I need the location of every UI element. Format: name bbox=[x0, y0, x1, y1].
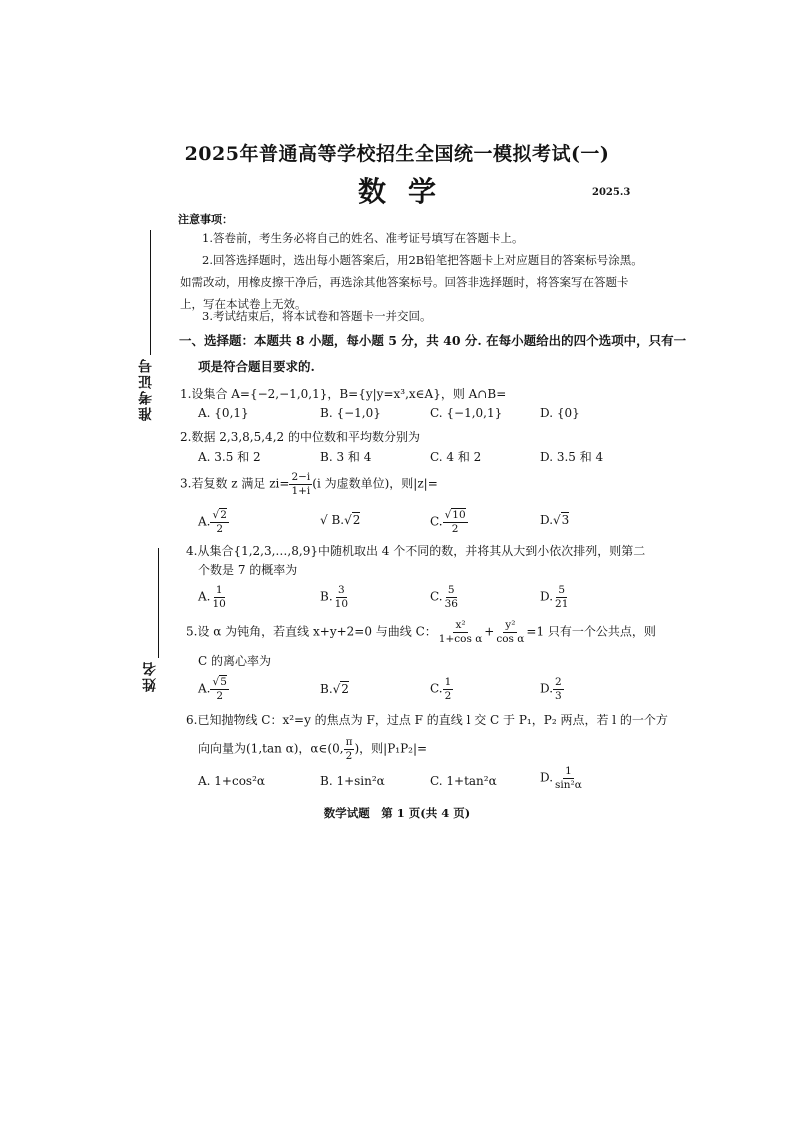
option-letter: C. bbox=[430, 514, 443, 529]
q5-stem-part: 5.设 α 为钝角，若直线 x+y+2=0 与曲线 C： bbox=[186, 624, 437, 639]
q1-option-a: A. {0,1} bbox=[198, 406, 249, 420]
option-letter: C. bbox=[430, 681, 443, 696]
q5-option-a bbox=[198, 677, 229, 701]
numerator: y² bbox=[505, 619, 516, 631]
q5-fraction-y bbox=[494, 620, 526, 644]
q5-stem-part: =1 只有一个公共点，则 bbox=[526, 624, 656, 639]
exam-title: 2025年普通高等学校招生全国统一模拟考试(一) bbox=[184, 143, 610, 165]
question-6-stem: 6.已知抛物线 C：x²=y 的焦点为 F，过点 F 的直线 l 交 C 于 P₁，P₂ 两点，若 l 的一个方 bbox=[186, 713, 668, 727]
note-item: 1.答卷前，考生务必将自己的姓名、准考证号填写在答题卡上。 bbox=[202, 231, 524, 245]
denominator: 2 bbox=[216, 689, 224, 702]
q2-option-c: C. 4 和 2 bbox=[430, 450, 482, 464]
subject-title: 数学 bbox=[357, 175, 458, 208]
q6-option-d bbox=[540, 766, 584, 790]
numerator: 1 bbox=[444, 676, 452, 688]
option-letter: D. bbox=[540, 513, 554, 527]
numerator: 1 bbox=[215, 584, 223, 596]
q4-option-d bbox=[540, 585, 570, 609]
q3-c-den: 2 bbox=[451, 522, 459, 535]
fraction bbox=[553, 677, 564, 701]
option-letter: D. bbox=[540, 681, 554, 696]
denominator: 21 bbox=[555, 597, 569, 610]
denominator: sin²α bbox=[555, 778, 582, 791]
denominator: 2 bbox=[345, 749, 353, 762]
note-item: 3.考试结束后，将本试卷和答题卡一并交回。 bbox=[202, 309, 432, 323]
fraction bbox=[443, 585, 460, 609]
question-4-stem-cont: 个数是 7 的概率为 bbox=[198, 563, 298, 577]
denominator: cos α bbox=[496, 632, 525, 645]
q3-option-b: √ B.√2 bbox=[320, 513, 360, 527]
q2-option-d: D. 3.5 和 4 bbox=[540, 450, 604, 464]
option-letter: A. bbox=[198, 514, 211, 529]
q3-fraction bbox=[289, 472, 312, 496]
radicand: 5 bbox=[220, 676, 227, 688]
denominator: 2 bbox=[444, 689, 452, 702]
note-item: 2.回答选择题时，选出每小题答案后，用2B铅笔把答题卡上对应题目的答案标号涂黑。如需改动，用橡皮擦干净后，再选涂其他答案标号。回答非选择题时，将答案写在答题卡上，写在本试卷上无效。 bbox=[180, 253, 643, 311]
q4-option-c bbox=[430, 585, 460, 609]
q2-option-b: B. 3 和 4 bbox=[320, 450, 372, 464]
fraction bbox=[553, 766, 584, 790]
section-heading-cont: 项是符合题目要求的. bbox=[198, 359, 315, 374]
section-heading: 一、选择题：本题共 8 小题，每小题 5 分，共 40 分. 在每小题给出的四个选项中，只有一 bbox=[179, 333, 687, 348]
q6-stem-part: 向向量为(1,tan α)，α∈(0, bbox=[198, 741, 344, 756]
q5-option-d bbox=[540, 677, 564, 701]
numerator: √5 bbox=[212, 676, 227, 688]
question-6-stem-cont bbox=[198, 737, 427, 761]
q6-stem-part: )，则|P₁P₂|= bbox=[354, 741, 428, 756]
denominator: 10 bbox=[212, 597, 226, 610]
q3-frac-den: 1+i bbox=[291, 484, 311, 497]
radicand: 2 bbox=[220, 509, 227, 521]
q3-option-a bbox=[198, 510, 229, 534]
option-letter: D. bbox=[540, 589, 554, 604]
q3-c-fraction bbox=[443, 510, 468, 534]
denominator: 36 bbox=[444, 597, 458, 610]
option-letter: C. bbox=[430, 589, 443, 604]
exam-id-label: 准考证号 bbox=[138, 357, 154, 421]
q5-option-b: B.√2 bbox=[320, 682, 349, 696]
page-footer: 数学试题 第 1 页(共 4 页) bbox=[323, 806, 471, 820]
question-5-stem bbox=[186, 620, 656, 644]
numerator: 3 bbox=[337, 584, 345, 596]
q1-option-c: C. {−1,0,1} bbox=[430, 406, 503, 420]
q3-frac-num: 2−i bbox=[291, 471, 311, 483]
q4-option-a bbox=[198, 585, 228, 609]
name-line bbox=[158, 548, 159, 658]
q3-stem-part: (i 为虚数单位)，则|z|= bbox=[312, 476, 438, 491]
q3-option-c bbox=[430, 510, 468, 534]
numerator: 1 bbox=[565, 765, 572, 777]
radicand: 10 bbox=[452, 509, 466, 521]
option-letter: D. bbox=[540, 770, 554, 785]
option-letter: B. bbox=[320, 682, 333, 696]
q3-stem-part: 3.若复数 z 满足 zi= bbox=[180, 476, 290, 491]
q6-option-a: A. 1+cos²α bbox=[198, 774, 266, 788]
numerator: 5 bbox=[558, 584, 566, 596]
fraction bbox=[553, 585, 570, 609]
q3-a-num bbox=[210, 510, 228, 523]
fraction bbox=[210, 677, 228, 701]
radicand: 2 bbox=[341, 682, 349, 696]
exam-date: 2025.3 bbox=[592, 187, 631, 198]
question-4-stem: 4.从集合{1,2,3,…,8,9}中随机取出 4 个不同的数，并将其从大到小依次排列，则第二 bbox=[186, 544, 646, 558]
question-2-stem: 2.数据 2,3,8,5,4,2 的中位数和平均数分别为 bbox=[180, 430, 420, 444]
option-letter: A. bbox=[198, 681, 211, 696]
radicand: 3 bbox=[561, 513, 570, 527]
question-5-stem-cont: C 的离心率为 bbox=[198, 654, 271, 668]
option-letter: B. bbox=[331, 513, 345, 527]
radicand: 2 bbox=[352, 513, 361, 527]
q6-pi-fraction bbox=[344, 737, 355, 761]
name-label: 姓名 bbox=[142, 660, 158, 692]
notes-title: 注意事项： bbox=[178, 213, 233, 226]
denominator: 3 bbox=[555, 689, 562, 702]
q3-a-fraction bbox=[210, 510, 228, 534]
question-1-stem: 1.设集合 A={−2,−1,0,1}，B={y|y=x³,x∈A}，则 A∩B= bbox=[180, 387, 507, 401]
q1-option-d: D. {0} bbox=[540, 406, 580, 420]
option-letter: A. bbox=[198, 589, 211, 604]
denominator: 10 bbox=[334, 597, 349, 610]
numerator: π bbox=[345, 736, 353, 748]
q5-fraction-x bbox=[437, 620, 485, 644]
q3-a-den: 2 bbox=[216, 522, 224, 535]
q3-c-num: √10 bbox=[444, 509, 466, 521]
q5-option-c bbox=[430, 677, 453, 701]
fraction bbox=[333, 585, 350, 609]
q3-option-d: D.√3 bbox=[540, 513, 570, 527]
option-letter: B. bbox=[320, 589, 333, 604]
q1-option-b: B. {−1,0} bbox=[320, 406, 381, 420]
q6-option-b: B. 1+sin²α bbox=[320, 774, 385, 788]
exam-id-line bbox=[150, 230, 151, 355]
fraction bbox=[443, 677, 454, 701]
q2-option-a: A. 3.5 和 2 bbox=[198, 450, 261, 464]
q4-option-b bbox=[320, 585, 350, 609]
numerator: x² bbox=[455, 619, 466, 631]
fraction bbox=[210, 585, 227, 609]
denominator: 1+cos α bbox=[438, 632, 483, 645]
numerator: 5 bbox=[447, 584, 455, 596]
numerator: 2 bbox=[555, 676, 562, 688]
plus-sign: + bbox=[484, 624, 495, 639]
q6-option-c: C. 1+tan²α bbox=[430, 774, 497, 788]
question-3-stem bbox=[180, 472, 438, 496]
